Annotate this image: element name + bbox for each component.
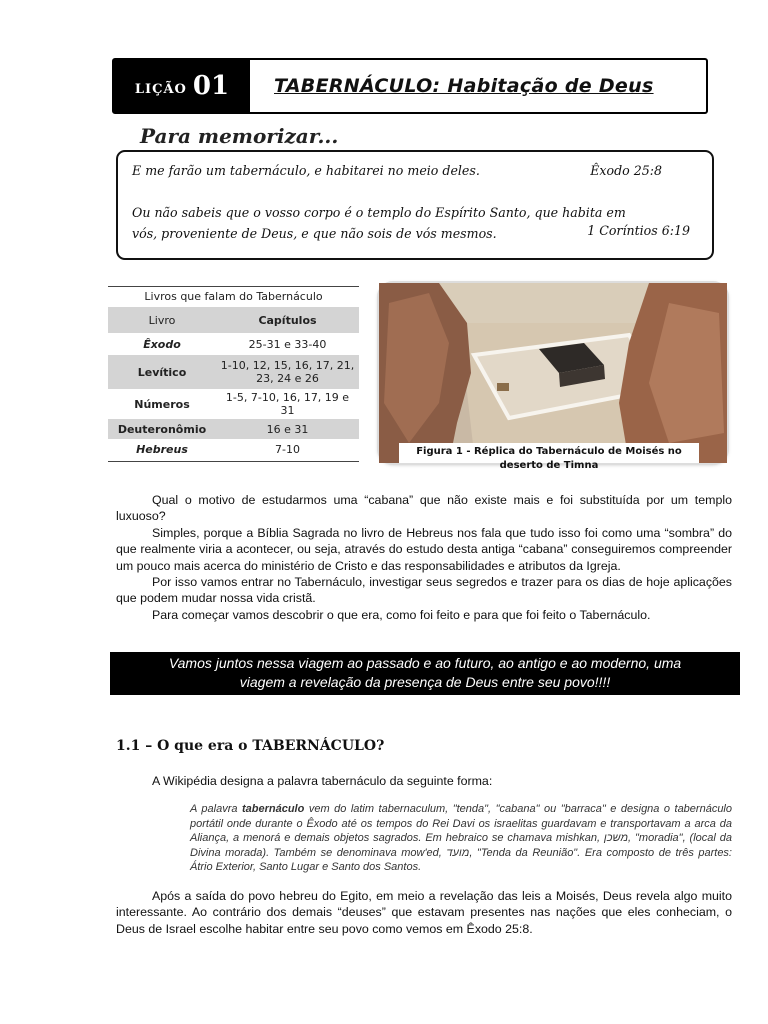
- memorize-title: Para memorizar...: [140, 124, 339, 148]
- quote-pre: A palavra: [190, 803, 242, 815]
- verse-2-text: Ou não sabeis que o vosso corpo é o templo do Espírito Santo, que habita em vós, proveniente de Deus, e que não sois de vós mesmos.: [132, 205, 626, 241]
- tabernacle-illustration: [379, 283, 727, 463]
- book-name: Números: [134, 397, 190, 411]
- lesson-number: 01: [192, 71, 230, 101]
- book-name: Hebreus: [108, 439, 216, 461]
- memorize-box: [116, 150, 714, 260]
- lesson-title: TABERNÁCULO: Habitação de Deus: [274, 75, 654, 97]
- quote-post: vem do latim tabernaculum, "tenda", "cabana" ou "barraca" e designa o tabernáculo portátil onde durante o Êxodo até os tempos do Rei Davi os israelitas guardavam e transportavam a arca da Aliança, a menorá e demais objetos sagrados. Em hebraico se chamava mishkan, משכן, "moradia", (local da Divina morada). Também se denominava mow'ed, מועד, "Tenda da Reunião". Era composto de três partes: Átrio Exterior, Santo Lugar e Santo dos Santos.: [190, 803, 732, 874]
- wikipedia-quote: [190, 802, 732, 875]
- closing-paragraph: Após a saída do povo hebreu do Egito, em meio a revelação das leis a Moisés, Deus revela algo muito interessante. Ao contrário dos demais “deuses” que estavam presentes nas nações que eles conheciam, o Deus de Israel escolhe habitar entre seu povo como vemos em Êxodo 25:8.: [116, 889, 732, 936]
- header-chapters: Capítulos: [216, 307, 359, 333]
- wiki-intro: A Wikipédia designa a palavra tabernáculo da seguinte forma:: [152, 774, 493, 788]
- verse-1-reference: Êxodo 25:8: [590, 163, 662, 178]
- book-chapters: 16 e 31: [216, 419, 359, 439]
- book-name: Êxodo: [143, 337, 181, 351]
- paragraph-4: Para começar vamos descobrir o que era, como foi feito e para que foi feito o Tabernáculo.: [152, 607, 651, 622]
- book-chapters: 25-31 e 33-40: [248, 337, 327, 351]
- table-row: [108, 419, 359, 439]
- table-row: [108, 389, 359, 419]
- book-chapters: 1-5, 7-10, 16, 17, 19 e 31: [225, 391, 350, 417]
- books-table: [108, 286, 359, 462]
- lesson-header: [112, 58, 708, 114]
- section-heading: 1.1 – O que era o TABERNÁCULO?: [116, 738, 385, 754]
- banner-line-2: viagem a revelação da presença de Deus entre seu povo!!!!: [239, 674, 611, 690]
- lesson-label: [114, 60, 250, 112]
- highlight-banner: [110, 652, 740, 695]
- verse-1-text: E me farão um tabernáculo, e habitarei no meio deles.: [132, 163, 480, 178]
- tabernacle-photo: [379, 283, 727, 471]
- quote-bold-term: tabernáculo: [241, 803, 305, 815]
- paragraph-3: Por isso vamos entrar no Tabernáculo, investigar seus segredos e trazer para os dias de hoje aplicações que podem mudar nossa vida cristã.: [116, 575, 732, 606]
- banner-line-1: Vamos juntos nessa viagem ao passado e ao futuro, ao antigo e ao moderno, uma: [168, 655, 682, 671]
- table-row: [108, 333, 359, 355]
- verse-2-reference: 1 Coríntios 6:19: [587, 223, 690, 238]
- book-name: Deuteronômio: [108, 419, 216, 439]
- table-row: [108, 355, 359, 389]
- paragraph-2: Simples, porque a Bíblia Sagrada no livro de Hebreus nos fala que tudo isso foi como uma “sombra” do que realmente viria a acontecer, ou seja, através do estudo desta antiga “cabana” conseguiremos compreender um pouco mais acerca do ministério de Cristo e das responsabilidades e atributos da Igreja.: [116, 525, 732, 573]
- lesson-word: LIÇÃO: [134, 81, 187, 97]
- header-book: Livro: [108, 307, 216, 333]
- table-header-row: [108, 307, 359, 333]
- paragraph-1: Qual o motivo de estudarmos uma “cabana” que não existe mais e foi substituída por um templo luxuoso?: [116, 493, 732, 524]
- table-row: [108, 439, 359, 461]
- figure-caption: Figura 1 - Réplica do Tabernáculo de Moisés no deserto de Timna: [399, 443, 699, 463]
- book-chapters: 1-10, 12, 15, 16, 17, 21, 23, 24 e 26: [216, 355, 359, 389]
- table-caption: Livros que falam do Tabernáculo: [108, 286, 359, 307]
- intro-text: [116, 492, 732, 623]
- book-chapters: 7-10: [216, 439, 359, 461]
- book-name: Levítico: [108, 355, 216, 389]
